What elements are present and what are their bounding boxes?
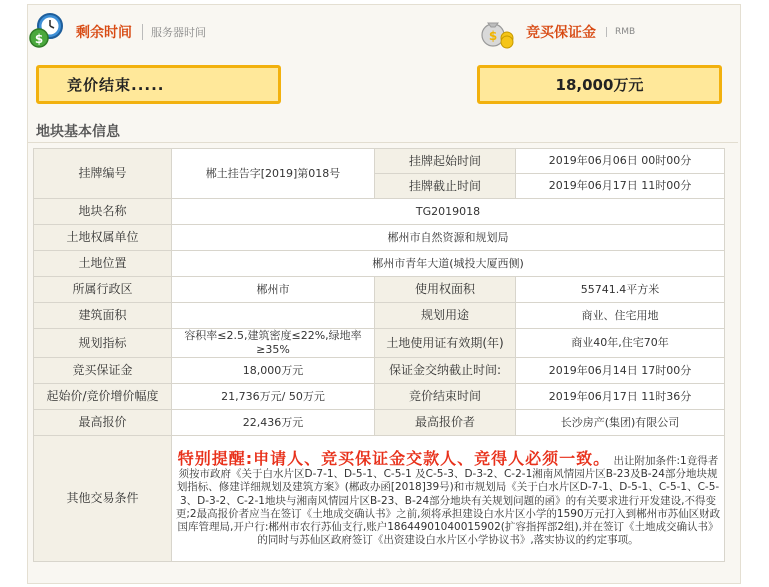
parcel-name-label: 地块名称 xyxy=(34,199,172,225)
svg-text:$: $ xyxy=(488,29,498,43)
parcel-name-value: TG2019018 xyxy=(172,199,725,225)
start-time-value: 2019年06月06日 00时00分 xyxy=(516,149,725,174)
term-value: 商业40年,住宅70年 xyxy=(516,329,725,358)
table-row xyxy=(34,384,725,410)
table-row xyxy=(34,199,725,225)
table-row xyxy=(34,303,725,329)
build-area-label: 建筑面积 xyxy=(34,303,172,329)
term-label: 土地使用证有效期(年) xyxy=(375,329,516,358)
plan-label: 规划指标 xyxy=(34,329,172,358)
table-row xyxy=(34,149,725,174)
listing-no-value: 郴土挂告字[2019]第018号 xyxy=(172,149,375,199)
district-label: 所属行政区 xyxy=(34,277,172,303)
end-time-value: 2019年06月17日 11时00分 xyxy=(516,174,725,199)
deposit-label: 竞买保证金 xyxy=(34,358,172,384)
bid-end-value: 2019年06月17日 11时36分 xyxy=(516,384,725,410)
plan-value: 容积率≤2.5,建筑密度≤22%,绿地率≥35% xyxy=(172,329,375,358)
area-value: 55741.4平方米 xyxy=(516,277,725,303)
deposit-title: 竞买保证金 xyxy=(526,25,596,41)
bid-end-label: 竞价结束时间 xyxy=(375,384,516,410)
other-conditions-label: 其他交易条件 xyxy=(34,436,172,562)
top-price-label: 最高报价 xyxy=(34,410,172,436)
start-price-value: 21,736万元/ 50万元 xyxy=(172,384,375,410)
location-value: 郴州市青年大道(城投大厦西侧) xyxy=(172,251,725,277)
deposit-value: 18,000万元 xyxy=(172,358,375,384)
owner-label: 土地权属单位 xyxy=(34,225,172,251)
top-price-value: 22,436万元 xyxy=(172,410,375,436)
table-row xyxy=(34,251,725,277)
table-row xyxy=(34,225,725,251)
section-title: 地块基本信息 xyxy=(36,124,120,140)
deposit-amount-box: 18,000万元 xyxy=(477,65,722,104)
top-bidder-value: 长沙房产(集团)有限公司 xyxy=(516,410,725,436)
deposit-deadline-value: 2019年06月14日 17时00分 xyxy=(516,358,725,384)
location-label: 土地位置 xyxy=(34,251,172,277)
deposit-deadline-label: 保证金交纳截止时间: xyxy=(375,358,516,384)
remaining-time-title: 剩余时间 xyxy=(76,25,132,41)
bid-status-box: 竞价结束..... xyxy=(36,65,281,104)
listing-no-label: 挂牌编号 xyxy=(34,149,172,199)
start-price-label: 起始价/竞价增价幅度 xyxy=(34,384,172,410)
parcel-info-table xyxy=(33,148,725,562)
other-conditions-value xyxy=(172,436,725,562)
use-value: 商业、住宅用地 xyxy=(516,303,725,329)
remaining-time-header xyxy=(28,10,206,54)
table-row xyxy=(34,436,725,562)
area-label: 使用权面积 xyxy=(375,277,516,303)
special-notice: 特别提醒:申请人、竞买保证金交款人、竞得人必须一致。 xyxy=(177,448,611,468)
table-row xyxy=(34,358,725,384)
end-time-label: 挂牌截止时间 xyxy=(375,174,516,199)
deposit-header xyxy=(478,10,635,54)
currency-label: RMB xyxy=(606,27,635,37)
build-area-value xyxy=(172,303,375,329)
server-time-label: 服务器时间 xyxy=(142,24,206,40)
additional-conditions-text: 出让附加条件:1竟得者须按市政府《关于白水片区D-7-1、D-5-1、C-5-1 及C-5-3、D-3-2、C-2-1湘南风情园片区B-23及B-24部分地块规划指标、修建详细规划及建筑方案》(郴政办函[2018]39号)和市规划局《关于白水片区D-7-1、D-5-1、C-5-1、C-5-3、D-3-2、C-2-1地块与湘南风情园片区B-23、B-24部分地块有关规划问题的函》的有关要求进行开发建设,不得变更;2最高报价者应当在签订《土地成交确认书》之前,须将承担建设白水片区小学的1590万元打入到郴州市苏仙区财政国库管理局,开户行:郴州市农行苏仙支行,账户18644901040015902(扩容指挥部2组),并在签订《土地成交确认书》的同时与苏仙区政府签订《出资建设白水片区小学协议书》,落实协议的约定事项。 xyxy=(175,454,721,546)
use-label: 规划用途 xyxy=(375,303,516,329)
svg-text:$: $ xyxy=(34,32,44,46)
table-row xyxy=(34,277,725,303)
top-bidder-label: 最高报价者 xyxy=(375,410,516,436)
table-row xyxy=(34,410,725,436)
clock-money-icon xyxy=(28,11,66,53)
start-time-label: 挂牌起始时间 xyxy=(375,149,516,174)
owner-value: 郴州市自然资源和规划局 xyxy=(172,225,725,251)
divider xyxy=(28,142,738,143)
district-value: 郴州市 xyxy=(172,277,375,303)
table-row xyxy=(34,329,725,358)
money-bag-icon xyxy=(478,11,516,53)
